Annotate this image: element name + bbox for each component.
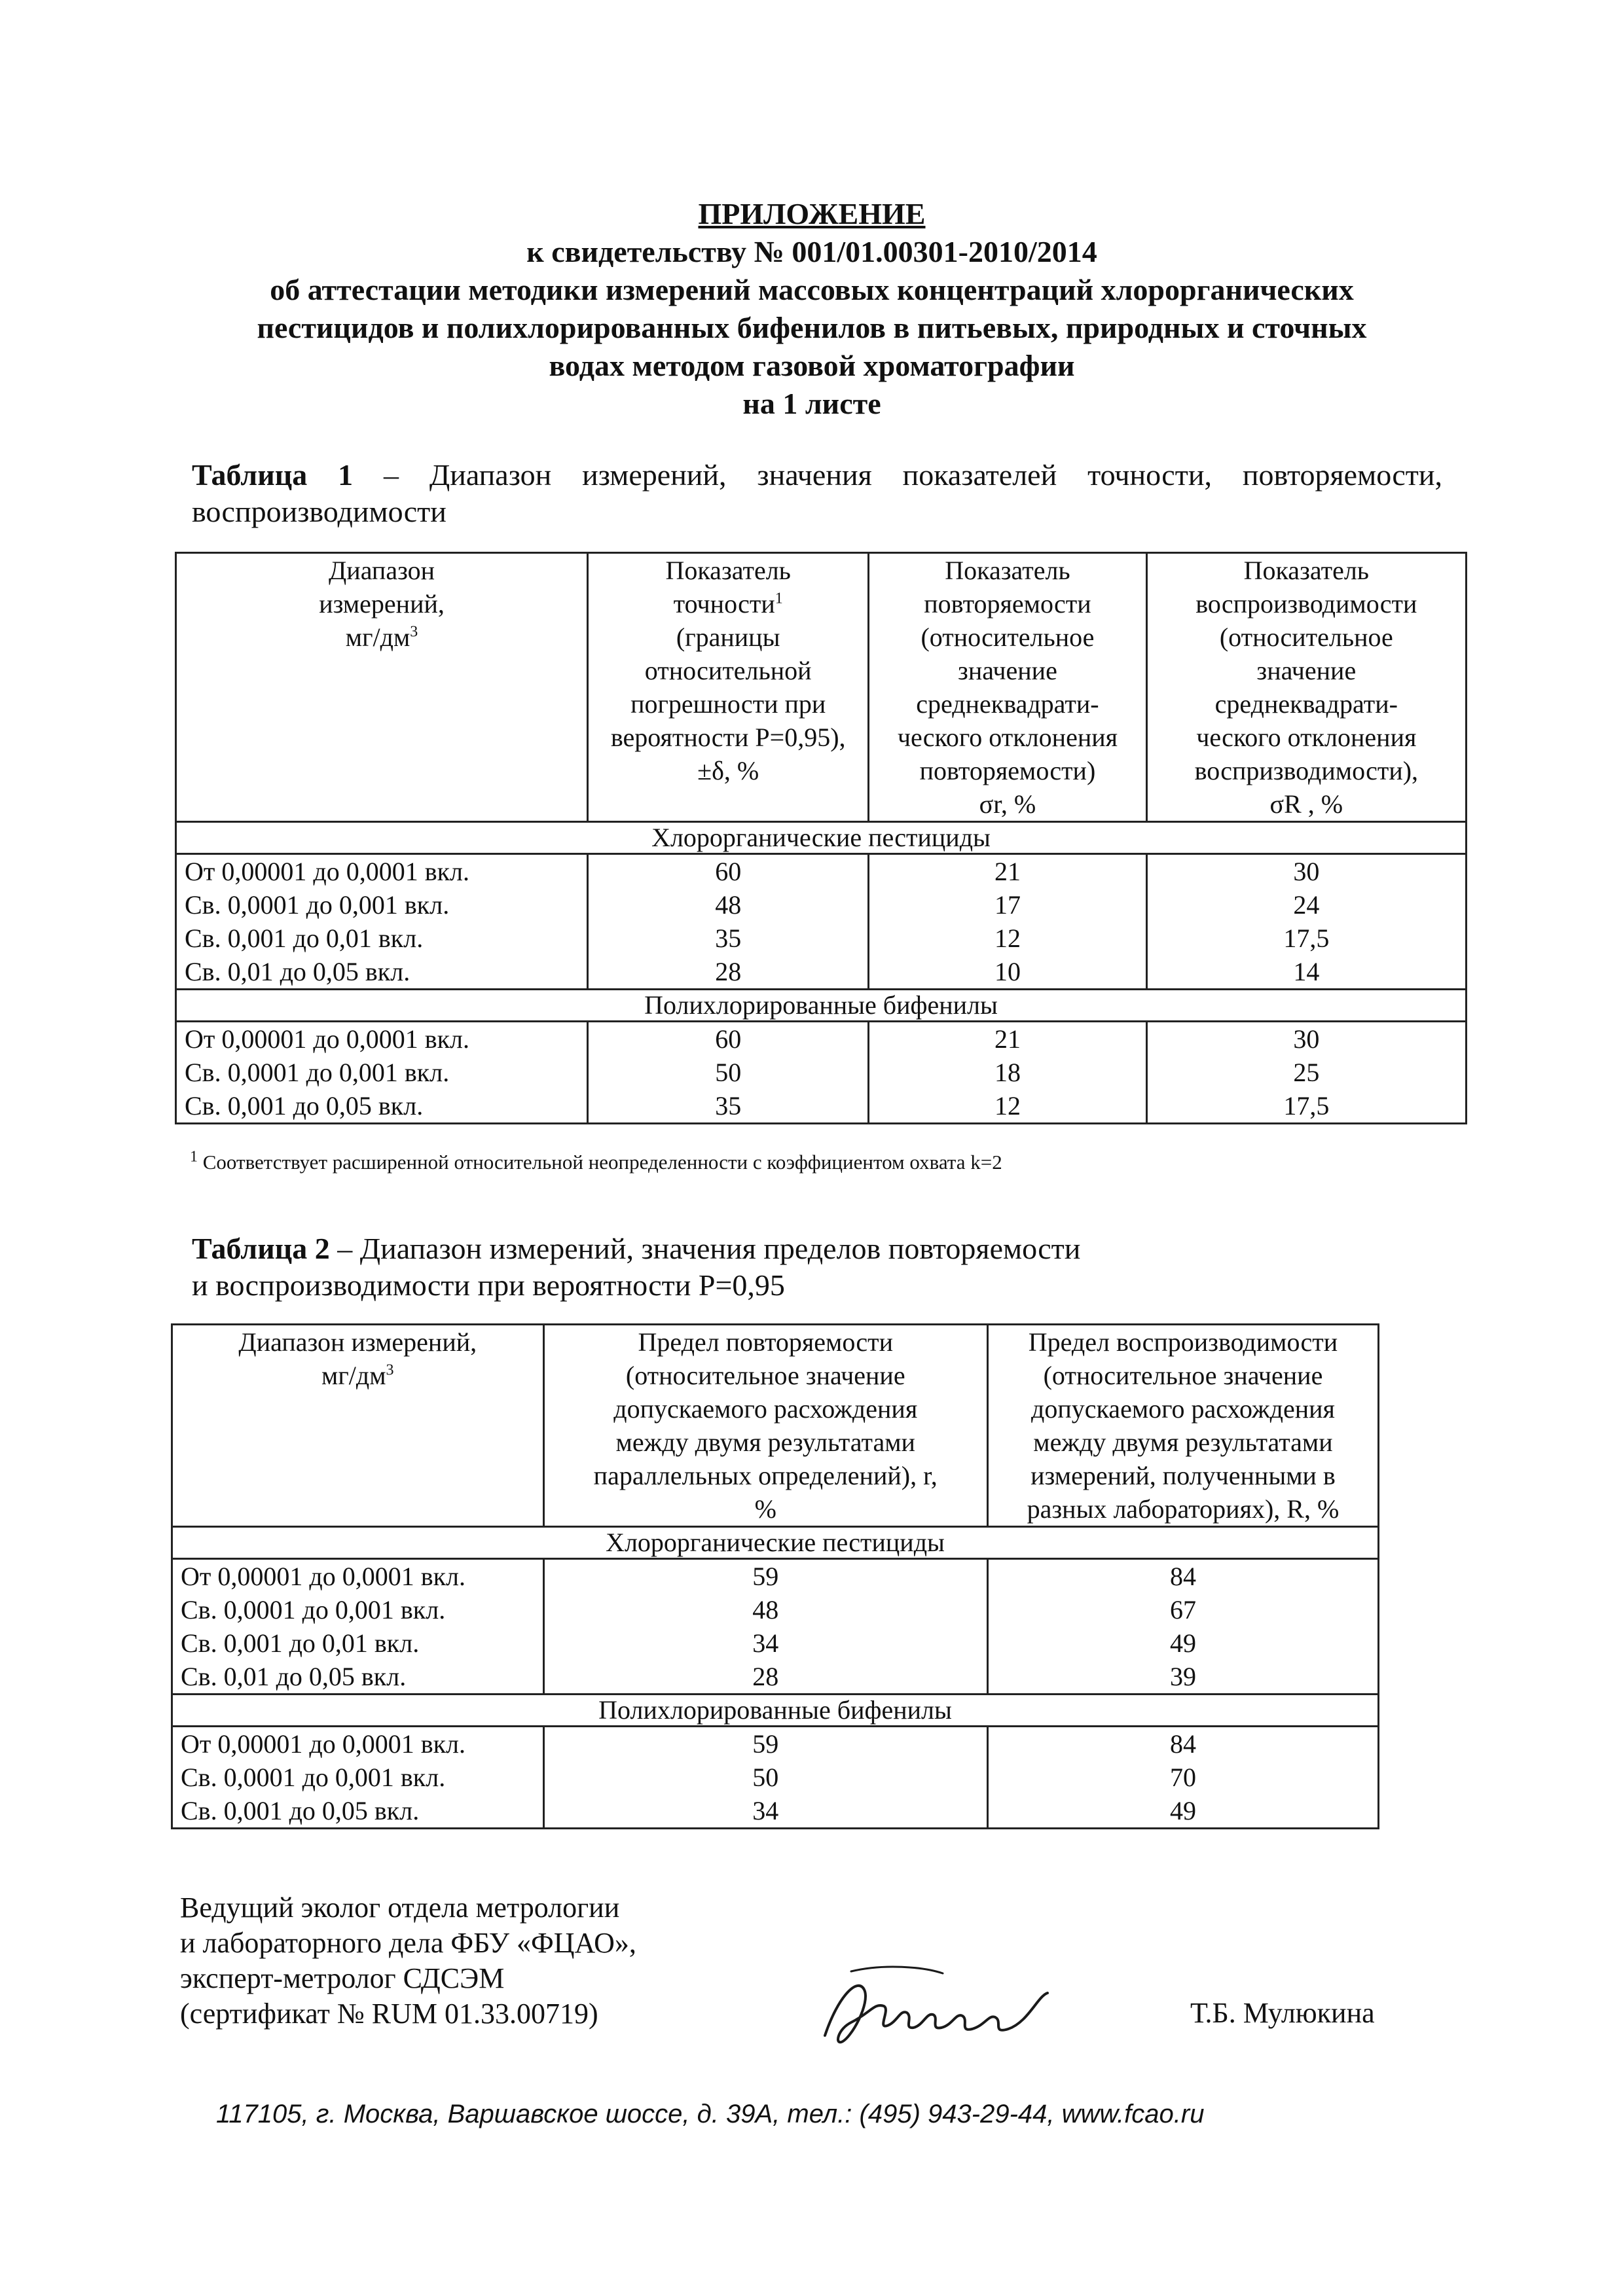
table2	[171, 1323, 1379, 1829]
signatory-block: Ведущий эколог отдела метрологии и лабораторного дела ФБУ «ФЦАО», эксперт-метролог СДСЭМ (сертификат № RUM 01.33.00719)	[180, 1892, 636, 2030]
table-row: Св. 0,001 до 0,05 вкл. 35 12 17,5	[176, 1089, 1467, 1124]
header-subject-1: об аттестации методики измерений массовых концентраций хлорорганических	[270, 273, 1354, 306]
table1-header-accuracy: Показатель точности$^1$ (границы относительной погрешности при вероятности P=0,95), ±δ, %	[588, 553, 869, 822]
table1-header-range: Диапазон измерений, $мг/дм^3$	[176, 553, 588, 822]
table-row: Св. 0,01 до 0,05 вкл. 28 39	[172, 1660, 1379, 1695]
handwritten-signature	[812, 1957, 1093, 2062]
section-label: Полихлорированные бифенилы	[176, 990, 1467, 1022]
table2-header-row	[172, 1325, 1379, 1527]
table-row: Св. 0,0001 до 0,001 вкл. 48 67	[172, 1593, 1379, 1626]
table-row: Св. 0,0001 до 0,001 вкл. 50 70	[172, 1761, 1379, 1794]
header-certificate: к свидетельству № 001/01.00301-2010/2014	[526, 235, 1097, 268]
table-row: Св. 0,001 до 0,01 вкл. 35 12 17,5	[176, 922, 1467, 955]
header-sheets: на 1 листе	[742, 387, 881, 420]
table1-section-pesticides	[176, 822, 1467, 854]
table-row: Св. 0,0001 до 0,001 вкл. 50 18 25	[176, 1056, 1467, 1089]
table1-caption-text: – Диапазон измерений, значения показателей точности, повторяемости, воспроизводимости	[192, 458, 1442, 528]
table2-section-pesticides	[172, 1527, 1379, 1559]
table1	[175, 552, 1467, 1124]
header-subject-3: водах методом газовой хроматографии	[549, 349, 1075, 382]
table-row: Св. 0,01 до 0,05 вкл. 28 10 14	[176, 955, 1467, 990]
table1-header-row	[176, 553, 1467, 822]
table2-caption-label: Таблица 2	[192, 1232, 330, 1265]
table-row: От 0,00001 до 0,0001 вкл. 59 84	[172, 1727, 1379, 1761]
section-label: Полихлорированные бифенилы	[172, 1695, 1379, 1727]
table2-section-pcb	[172, 1695, 1379, 1727]
table2-header-range: Диапазон измерений, $мг/дм^3$	[172, 1325, 544, 1527]
document-header	[151, 195, 1473, 423]
table-row: От 0,00001 до 0,0001 вкл. 60 21 30	[176, 854, 1467, 889]
table-row: Св. 0,001 до 0,01 вкл. 34 49	[172, 1626, 1379, 1660]
table1-header-repeatability: Показатель повторяемости (относительное значение среднеквадрати- ческого отклонения повторяемости) σr, %	[869, 553, 1146, 822]
table1-caption	[192, 457, 1442, 530]
table2-caption: Таблица 2 – Диапазон измерений, значения пределов повторяемости и воспроизводимости при вероятности P=0,95	[192, 1232, 1081, 1302]
organization-address: 117105, г. Москва, Варшавское шоссе, д. 39А, тел.: (495) 943-29-44, www.fcao.ru	[216, 2100, 1205, 2128]
table1-section-pcb	[176, 990, 1467, 1022]
section-label: Хлорорганические пестициды	[172, 1527, 1379, 1559]
signatory-name: Т.Б. Мулюкина	[1190, 1997, 1375, 2029]
table2-header-reproducibility: Предел воспроизводимости (относительное значение допускаемого расхождения между двумя результатами измерений, полученными в разных лабораториях), R, %	[987, 1325, 1378, 1527]
header-subject-2: пестицидов и полихлорированных бифенилов в питьевых, природных и сточных	[257, 311, 1367, 344]
section-label: Хлорорганические пестициды	[176, 822, 1467, 854]
table1-footnote: $^1$ Соответствует расширенной относительной неопределенности с коэффициентом охвата k=2	[190, 1148, 1002, 1174]
table-row: Св. 0,001 до 0,05 вкл. 34 49	[172, 1794, 1379, 1829]
header-title: ПРИЛОЖЕНИЕ	[698, 197, 926, 230]
table-row: От 0,00001 до 0,0001 вкл. 59 84	[172, 1559, 1379, 1594]
table1-header-reproducibility: Показатель воспроизводимости (относительное значение среднеквадрати- ческого отклонения воспризводимости), σR , %	[1146, 553, 1466, 822]
table-row: От 0,00001 до 0,0001 вкл. 60 21 30	[176, 1022, 1467, 1056]
table2-header-repeatability: Предел повторяемости (относительное значение допускаемого расхождения между двумя результатами параллельных определений), r, %	[543, 1325, 987, 1527]
table-row: Св. 0,0001 до 0,001 вкл. 48 17 24	[176, 888, 1467, 922]
table1-caption-label: Таблица 1	[192, 458, 354, 492]
